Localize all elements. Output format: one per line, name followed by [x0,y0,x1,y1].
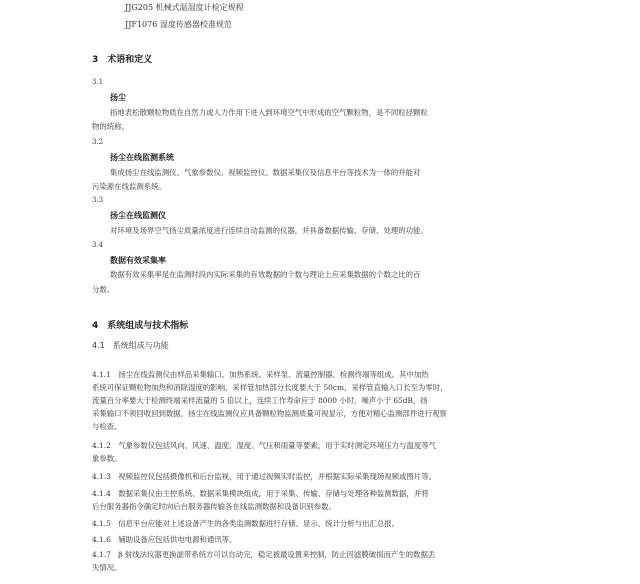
paragraph-line: 象参数。 [92,454,122,463]
reference-item: JJG205 机械式温湿度计检定规程 [125,3,244,12]
section-4-title: 4 系统组成与技术指标 [92,321,189,331]
paragraph-line: 4.1.5 信息平台应能对上述设备产生的各类监测数据进行存储、显示、统计分析与出汇总报。 [92,519,400,528]
term-definition-line: 数据有效采集率是在监测时段内实际采集的有效数据的个数与理论上应采集数据的个数之比的百 [110,270,421,279]
term-definition-line: 物的统称。 [92,122,129,131]
term-number: 3.2 [92,138,104,146]
term-name: 扬尘在线监测系统 [110,153,174,162]
paragraph-line: 流量百分率要大于检测终端采样流量的 5 倍以上，连续工作寿命应于 8000 小时，噪声小于 65dB，扬 [92,396,428,405]
paragraph-line: 4.1.2 气象参数仪包括风向、风速、温度、湿度、气压和雨量等要素，用于实时测定环境压力与温度等气 [92,441,436,450]
term-definition-line: 分数。 [92,285,115,294]
paragraph-line: 系统可保证颗粒物加热和消除湿度的影响，采样管加热部分长度要大于 50cm，采样管直输入口长至为零时， [92,383,448,392]
term-number: 3.4 [92,241,104,249]
section-3-title: 3 术语和定义 [92,55,153,65]
paragraph-line: 失情况。 [92,563,122,572]
paragraph-line: 采集输口不须回收回到数据，扬尘在线监测仪应具备颗粒物监测质量可视显示，方便对精心监测部件进行观察 [92,409,447,418]
paragraph-line: 后台服务器指令确定时向后台服务器传输各在线监测数据和设备识别参数。 [92,502,336,511]
paragraph-line: 4.1.7 β 射线法仪器更换滤带系统方可以自动完，稳定被最设置来控制，防止因滤膜破损而产生的数据丢 [92,550,436,559]
paragraph-line: 4.1.1 扬尘在线监测仪由样品采集输口、加热系统、采样泵、流量控制器、检测终端等组成。其中加热 [92,370,429,379]
term-name: 扬尘 [110,93,126,102]
term-definition-line: 指地表松散颗粒物质在自然力或人力作用下进入到环境空气中形成的空气颗粒物，是不同粒径颗粒 [110,108,428,117]
paragraph-line: 4.1.4 数据采集仪由主控系统、数据采集模块组成，用于采集、传输、存储与处理各种监测数据，并将 [92,489,429,498]
term-definition-line: 对环境及场界空气扬尘质量浓度进行连续自动监测的仪器，并具备数据传输、存储、处理的功能。 [110,226,428,235]
term-name: 数据有效采集率 [110,256,166,265]
term-number: 3.3 [92,196,104,204]
term-number: 3.1 [92,78,104,86]
term-definition-line: 集成扬尘在线监测仪、气象参数仪、视频监控仪、数据采集仪及信息平台等技术为一体的并能对 [110,168,421,177]
paragraph-line: 4.1.3 视频监控仪包括摄像机和后台监视，用于通过视频实时监控，并根据实际采集现场视频或图片等。 [92,472,436,481]
section-4-1-subtitle: 4.1 系统组成与功能 [92,341,169,350]
term-definition-line: 污染源在线监测系统。 [92,182,166,191]
paragraph-line: 4.1.6 辅助设备应包括供电电源和通讯等。 [92,535,237,544]
term-name: 扬尘在线监测仪 [110,211,166,220]
paragraph-line: 与检查。 [92,422,122,431]
reference-item: JJF1076 湿度传感器校准规范 [125,20,232,29]
